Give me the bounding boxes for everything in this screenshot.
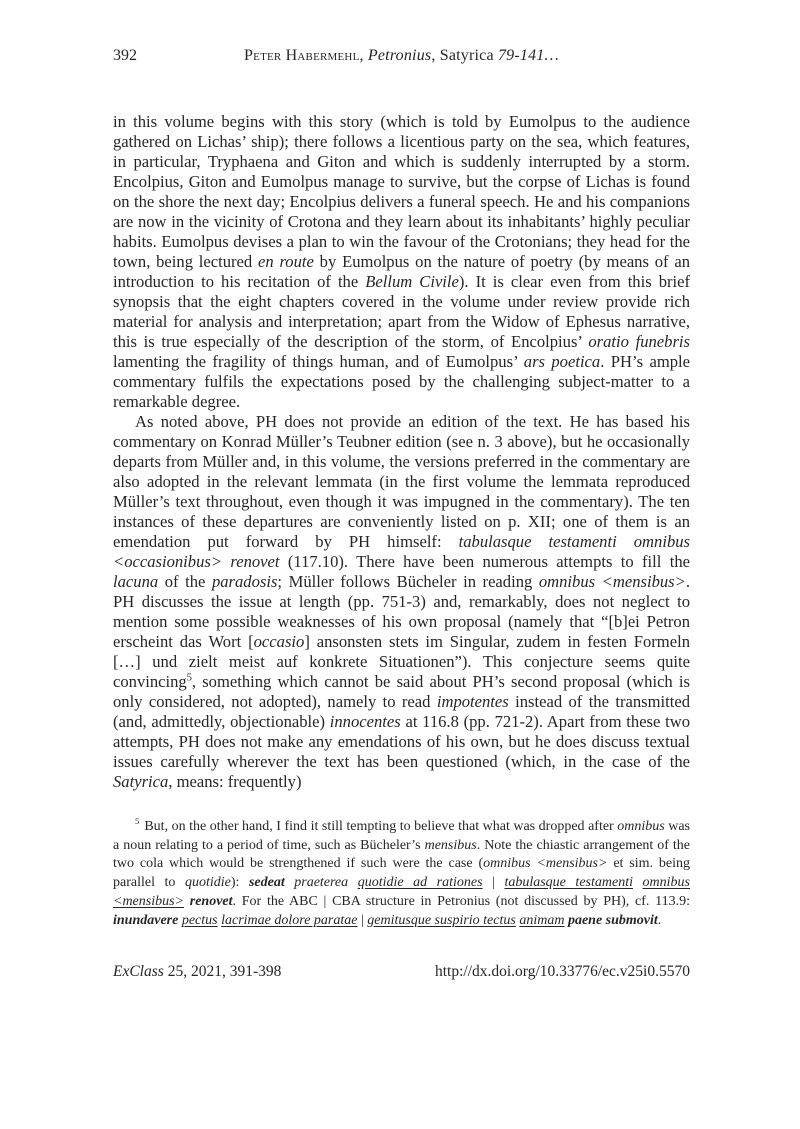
paragraph: As noted above, PH does not provide an edition of the text. He has based his commentary on Konrad Müller’s Teubner edition (see n. 3 above), but he occasionally departs from Müller and, in this volume, the versions preferred in the commentary are also adopted in the relevant lemmata (in the first volume the lemmata reproduced Müller’s text throughout, even though it was impugned in the commentary). The ten instances of these departures are conveniently listed on p. XII; one of them is an emendation put forward by PH himself: tabulasque testamenti omnibus <occasionibus> renovet (117.10). There have been numerous attempts to fill the lacuna of the paradosis; Müller follows Bücheler in reading omnibus <mensibus>. PH discusses the issue at length (pp. 751-3) and, remarkably, does not neglect to mention some possible weaknesses of his own proposal (namely that “[b]ei Petron erscheint das Wort [occasio] ansonsten stets im Singular, zudem in festen Formeln […] und zielt meist auf konkrete Situationen”). This conjecture seems quite convincing$^5$, something which cannot be said about PH’s second proposal (which is only considered, not adopted), namely to read impotentes instead of the transmitted (and, admittedly, objectionable) innocentes at 116.8 (pp. 721-2). Apart from these two attempts, PH does not make any emendations of his own, but he does discuss textual issues carefully wherever the text has been questioned (which, in the case of the Satyrica, means: frequently) [113, 412, 690, 791]
footnote: $^5$ But, on the other hand, I find it still tempting to believe that what was dropped after omnibus was a noun relating to a period of time, such as Bücheler’s mensibus. Note the chiastic arrangement of the two cola which would be strengthened if such were the case (omnibus <mensibus> et sim. being parallel to quotidie): sedeat praeterea quotidie ad rationes | tabulasque testamenti omnibus <mensibus> renovet. For the ABC | CBA structure in Petronius (not discussed by PH), cf. 113.9: inundavere pectus lacrimae dolore paratae | gemitusque suspirio tectus animam paene submovit. [113, 816, 691, 928]
doi-link[interactable]: http://dx.doi.org/10.33776/ec.v25i0.5570 [434, 963, 690, 981]
page-number: 392 [113, 47, 137, 64]
body-text [113, 112, 690, 792]
running-title: Peter Habermehl, Petronius, Satyrica 79-141… [244, 47, 559, 64]
page-footer [113, 962, 690, 981]
paragraph: in this volume begins with this story (which is told by Eumolpus to the audience gathered on Lichas’ ship); there follows a licentious party on the sea, which features, in particular, Tryphaena and Giton and which is suddenly interrupted by a storm. Encolpius, Giton and Eumolpus manage to survive, but the corpse of Lichas is found on the shore the next day; Encolpius delivers a funeral speech. He and his companions are now in the vicinity of Crotona and they learn about its inhabitants’ highly peculiar habits. Eumolpus devises a plan to win the favour of the Crotonians; they head for the town, being lectured en route by Eumolpus on the nature of poetry (by means of an introduction to his recitation of the Bellum Civile). It is clear even from this brief synopsis that the eight chapters covered in the volume under review provide rich material for analysis and interpretation; apart from the Widow of Ephesus narrative, this is true especially of the description of the storm, of Encolpius’ oratio funebris lamenting the fragility of things human, and of Eumolpus’ ars poetica. PH’s ample commentary fulfils the expectations posed by the challenging subject-matter to a remarkable degree. [113, 112, 691, 411]
page-header [113, 46, 690, 66]
journal-citation: ExClass 25, 2021, 391-398 [113, 963, 282, 981]
